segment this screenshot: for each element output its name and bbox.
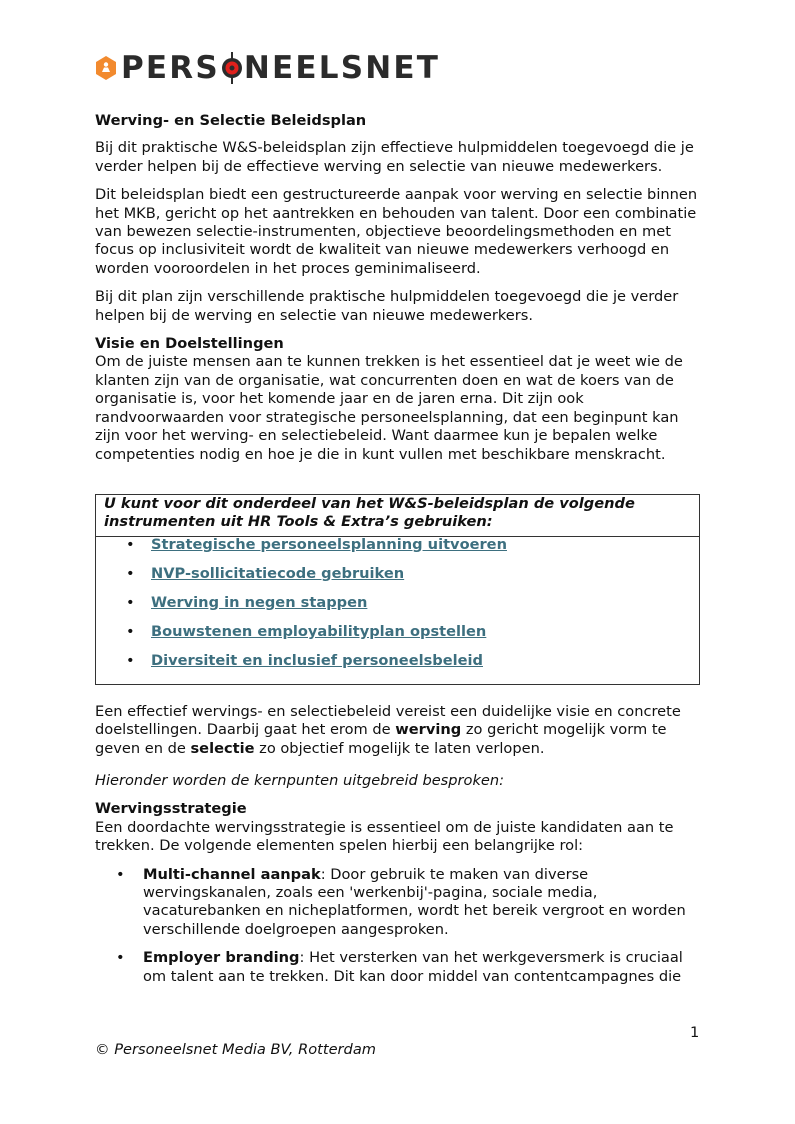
tools-box-heading: U kunt voor dit onderdeel van het W&S-beleidsplan de volgende instrumenten uit HR Tools & Extra’s gebruiken: [96,495,699,537]
strategy-paragraph: Een doordachte wervingsstrategie is essentieel om de juiste kandidaten aan te trekken. De volgende elementen spelen hierbij een belangrijke rol: [95,818,674,855]
strategy-item-text: : Door gebruik te maken van diverse wervingskanalen, zoals een 'werkenbij'-pagina, sociale media, vacaturebanken en nicheplatformen, wordt het bereik vergroot en worden verschillende doelgroepen aangesproken. [143,865,686,938]
location-pin-icon [221,50,243,86]
strategy-heading: Wervingsstrategie [95,800,247,818]
policy-term-selectie: selectie [190,739,255,757]
strategy-list [95,866,700,986]
strategy-term: Multi-channel aanpak [143,865,321,883]
vision-heading: Visie en Doelstellingen [95,335,284,353]
intro-paragraph-3: Bij dit plan zijn verschillende praktische hulpmiddelen toegevoegd die je verder helpen bij de werving en selectie van nieuwe medewerkers. [95,288,679,324]
link-diversiteit-inclusief[interactable]: Diversiteit en inclusief personeelsbeleid [151,651,483,669]
page-number: 1 [690,1024,700,1041]
document-title: Werving- en Selectie Beleidsplan [95,112,367,129]
policy-text-a: Een effectief wervings- en selectiebeleid vereist een duidelijke visie en concrete doelstellingen. Daarbij gaat het erom de [95,702,681,739]
footer-copyright: © Personeelsnet Media BV, Rotterdam [95,1041,376,1058]
list-item [96,595,699,624]
logo-wordmark [121,50,440,86]
list-item [96,537,699,566]
link-bouwstenen-employabilityplan[interactable]: Bouwstenen employabilityplan opstellen [151,622,487,640]
list-item [95,949,700,986]
document-body [95,112,700,996]
personeelsnet-logo [95,50,440,86]
tools-link-list [96,537,699,684]
list-item [95,866,700,940]
policy-text-d: zo objectief mogelijk te laten verlopen. [254,739,545,757]
list-item [96,653,699,682]
tools-box [95,494,700,685]
policy-paragraph [95,703,700,758]
hexagon-person-icon [95,56,117,80]
list-item [96,566,699,595]
policy-term-werving: werving [395,721,462,739]
strategy-item-text: : Het versterken van het werkgeversmerk is cruciaal om talent aan te trekken. Dit kan door middel van contentcampagnes die [143,949,683,985]
intro-paragraph-1: Bij dit praktische W&S-beleidsplan zijn effectieve hulpmiddelen toegevoegd die je verder helpen bij de effectieve werving en selectie van nieuwe medewerkers. [95,139,694,175]
link-nvp-sollicitatiecode[interactable]: NVP-sollicitatiecode gebruiken [151,564,405,582]
strategy-term: Employer branding [143,949,300,967]
logo-text-left: PERS [121,50,220,86]
kernpunten-note: Hieronder worden de kernpunten uitgebreid besproken: [95,771,505,789]
link-strategische-personeelsplanning[interactable]: Strategische personeelsplanning uitvoeren [151,535,507,553]
policy-text-c: zo gericht mogelijk vorm te geven en de [95,721,667,757]
link-werving-negen-stappen[interactable]: Werving in negen stappen [151,593,368,611]
intro-paragraph-2: Dit beleidsplan biedt een gestructureerde aanpak voor werving en selectie binnen het MKB, gericht op het aantrekken en behouden van talent. Door een combinatie van bewezen selectie-instrumenten, objectieve beoordelingsmethoden en met focus op inclusiviteit wordt de kwaliteit van nieuwe medewerkers verhoogd en worden vooroordelen in het proces geminimaliseerd. [95,186,698,277]
vision-paragraph: Om de juiste mensen aan te kunnen trekken is het essentieel dat je weet wie de klanten zijn van de organisatie, wat concurrenten doen en wat de koers van de organisatie is, voor het komende jaar en de jaren erna. Dit zijn ook randvoorwaarden voor strategische personeelsplanning, dat een beginpunt kan zijn voor het werving- en selectiebeleid. Want daarmee kun je bepalen welke competenties nodig en hoe je die in kunt vullen met beschikbare menskracht. [95,353,683,463]
list-item [96,624,699,653]
logo-text-right: NEELSNET [243,50,441,86]
